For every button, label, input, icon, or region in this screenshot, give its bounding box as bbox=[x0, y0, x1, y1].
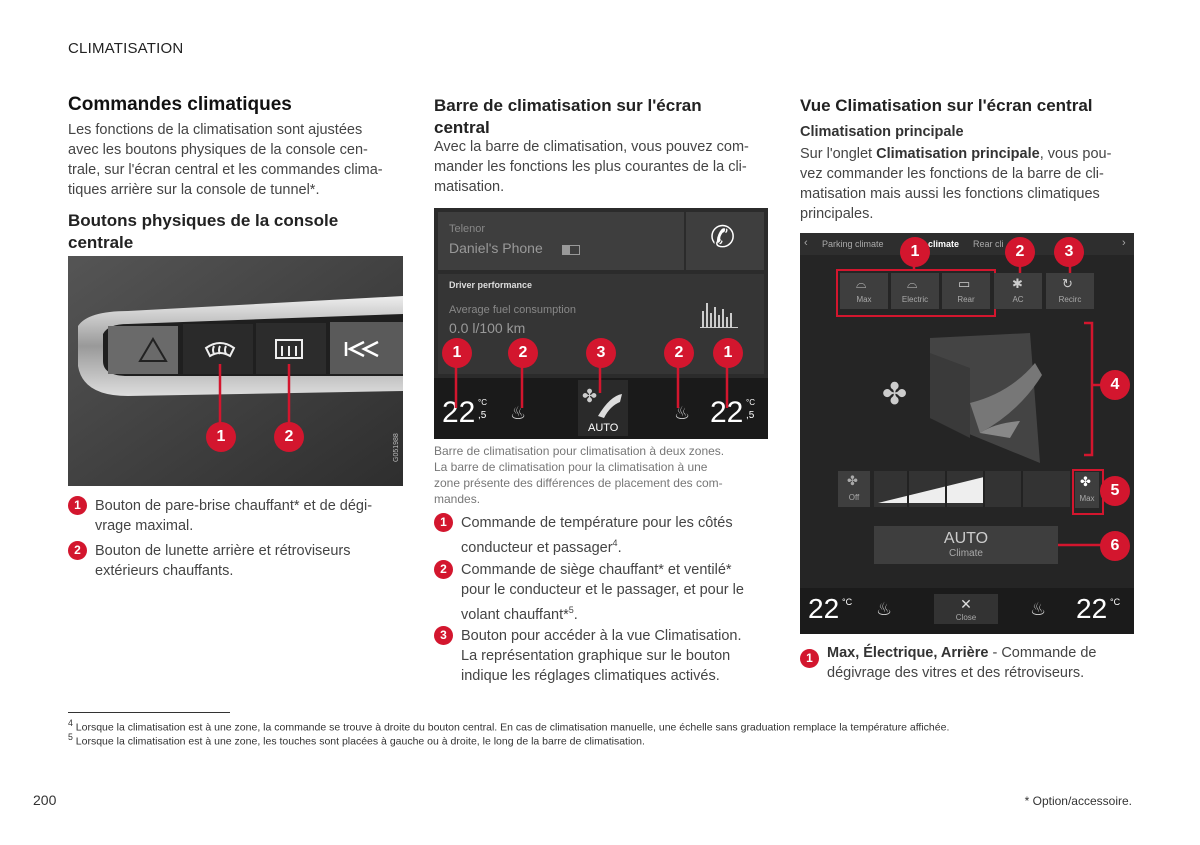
metric-label: Average fuel consumption bbox=[449, 304, 576, 316]
fan-off-icon: ✤ bbox=[847, 473, 858, 488]
figure-caption bbox=[434, 443, 774, 507]
item-bold: Max, Électrique, Arrière bbox=[827, 645, 989, 661]
temp-left[interactable]: 22 bbox=[442, 396, 476, 429]
button-label: Rear bbox=[957, 295, 975, 304]
ac-icon: ✱ bbox=[1012, 276, 1023, 291]
item-line: dégivrage des vitres et des rétroviseurs. bbox=[827, 665, 1085, 681]
operator-label: Telenor bbox=[449, 223, 486, 235]
item-rest: - Commande de bbox=[988, 645, 1097, 661]
button-label: Max bbox=[856, 295, 872, 304]
caption-line: zone présente des différences de placement des com- bbox=[434, 476, 723, 490]
item-text bbox=[461, 513, 733, 558]
item-line: extérieurs chauffants. bbox=[95, 563, 234, 579]
temp-half-right: ,5 bbox=[746, 410, 755, 421]
callout-3: 3 bbox=[586, 338, 616, 368]
col2-intro bbox=[434, 137, 774, 197]
callout-5: 5 bbox=[1100, 476, 1130, 506]
phone-name: Daniel's Phone bbox=[449, 240, 543, 256]
callout-leaders bbox=[800, 233, 1134, 634]
temp-right[interactable]: 22 bbox=[710, 396, 744, 429]
intro-line: tiques arrière sur la console de tunnel*. bbox=[68, 182, 320, 198]
tab-parking-climate[interactable]: Parking climate bbox=[822, 239, 884, 249]
console-illustration bbox=[68, 256, 403, 486]
intro-line: matisation. bbox=[434, 179, 505, 195]
intro-pre: Sur l'onglet bbox=[800, 146, 877, 162]
col2-title bbox=[434, 95, 702, 139]
intro-line bbox=[800, 144, 1140, 164]
callout-1: 1 bbox=[206, 422, 236, 452]
temp-unit-left: °C bbox=[478, 398, 487, 407]
item-line-end: . bbox=[573, 606, 578, 623]
callout-3: 3 bbox=[1054, 237, 1084, 267]
fan-icon: ✤ bbox=[582, 386, 598, 406]
item-line: Bouton de lunette arrière et rétroviseurs bbox=[95, 543, 351, 559]
col2-list-item bbox=[434, 513, 733, 558]
col1-subtitle bbox=[68, 210, 338, 254]
item-line: vrage maximal. bbox=[95, 518, 194, 534]
seat-heat-left-icon[interactable]: ♨ bbox=[876, 599, 893, 619]
phone-icon: ✆ bbox=[710, 221, 736, 254]
windshield-defrost-icon: ⌓ bbox=[856, 276, 867, 291]
close-label: Close bbox=[955, 613, 977, 622]
footer-note: * Option/accessoire. bbox=[1024, 794, 1132, 808]
callout-6: 6 bbox=[1100, 531, 1130, 561]
col1-intro bbox=[68, 120, 408, 200]
col3-intro bbox=[800, 144, 1140, 224]
col3-title: Vue Climatisation sur l'écran central bbox=[800, 96, 1093, 115]
button-label: Recirc bbox=[1058, 295, 1082, 304]
temp-half-left: ,5 bbox=[478, 410, 487, 421]
callout-leaders bbox=[434, 208, 768, 439]
item-line bbox=[461, 600, 744, 625]
item-number-badge: 2 bbox=[434, 560, 453, 579]
callout-2: 2 bbox=[508, 338, 538, 368]
item-number-badge: 2 bbox=[68, 541, 87, 560]
item-text bbox=[827, 643, 1096, 683]
intro-line: trale, sur l'écran central et les commandes clima- bbox=[68, 162, 383, 178]
fan-icon: ✤ bbox=[882, 378, 908, 411]
app-title: Driver performance bbox=[449, 280, 533, 290]
intro-line: Avec la barre de climatisation, vous pouvez com- bbox=[434, 139, 749, 155]
item-number-badge: 1 bbox=[434, 513, 453, 532]
item-line: Commande de température pour les côtés bbox=[461, 515, 733, 531]
page-number: 200 bbox=[33, 792, 57, 808]
tab-rear-climate[interactable]: Rear cli bbox=[973, 239, 1004, 249]
auto-label: AUTO bbox=[588, 422, 619, 434]
seat-heat-right-icon[interactable]: ♨ bbox=[674, 403, 691, 423]
item-line-text: volant chauffant* bbox=[461, 606, 569, 623]
tab-climate[interactable]: climate bbox=[928, 239, 960, 249]
console-buttons-photo bbox=[68, 256, 403, 486]
intro-line: matisation mais aussi les fonctions climatiques bbox=[800, 186, 1100, 202]
rear-window-defrost-icon: ▭ bbox=[958, 276, 971, 291]
title-line: Barre de climatisation sur l'écran bbox=[434, 96, 702, 115]
col2-list-item bbox=[434, 560, 744, 625]
item-number-badge: 1 bbox=[800, 649, 819, 668]
close-icon: ✕ bbox=[960, 596, 972, 612]
title-line: central bbox=[434, 118, 490, 137]
item-line: indique les réglages climatiques activés. bbox=[461, 668, 720, 684]
callout-1: 1 bbox=[442, 338, 472, 368]
climate-bar-screen bbox=[434, 208, 768, 439]
temp-unit-left: °C bbox=[842, 597, 853, 607]
intro-line: avec les boutons physiques de la console cen- bbox=[68, 142, 368, 158]
intro-line: vez commander les fonctions de la barre de cli- bbox=[800, 166, 1104, 182]
item-line-end: . bbox=[617, 539, 622, 556]
temp-left[interactable]: 22 bbox=[808, 593, 840, 624]
footnote-5 bbox=[68, 732, 645, 748]
subtitle-line: Boutons physiques de la console bbox=[68, 211, 339, 230]
col2-list-item bbox=[434, 626, 742, 686]
item-text bbox=[461, 560, 744, 625]
auto-label: AUTO bbox=[943, 530, 989, 547]
footnote-number: 4 bbox=[68, 718, 73, 728]
item-number-badge: 3 bbox=[434, 626, 453, 645]
callout-4: 4 bbox=[1100, 370, 1130, 400]
intro-line: principales. bbox=[800, 206, 874, 222]
col1-list-item bbox=[68, 496, 372, 536]
seat-heat-left-icon[interactable]: ♨ bbox=[510, 403, 527, 423]
footnote-number: 5 bbox=[68, 732, 73, 742]
caption-line: mandes. bbox=[434, 492, 481, 506]
item-line bbox=[461, 533, 733, 558]
figure-code: G051988 bbox=[393, 433, 400, 462]
intro-line: Les fonctions de la climatisation sont ajustées bbox=[68, 122, 363, 138]
climate-view-screen bbox=[800, 233, 1134, 634]
metric-value: 0.0 l/100 km bbox=[449, 320, 526, 336]
recirc-icon: ↻ bbox=[1062, 276, 1073, 291]
callout-2: 2 bbox=[664, 338, 694, 368]
callout-1: 1 bbox=[713, 338, 743, 368]
col1-title: Commandes climatiques bbox=[68, 94, 292, 115]
footnote-text: Lorsque la climatisation est à une zone, les touches sont placées à gauche ou à droite, le long de la barre de climatisation. bbox=[75, 735, 645, 748]
fan-max-label: Max bbox=[1079, 494, 1095, 503]
subtitle-line: centrale bbox=[68, 233, 134, 252]
col3-subtitle: Climatisation principale bbox=[800, 124, 964, 140]
caption-line: La barre de climatisation pour la climatisation à une bbox=[434, 460, 708, 474]
fan-off-label: Off bbox=[848, 493, 860, 502]
temp-unit-right: °C bbox=[746, 398, 755, 407]
callout-1: 1 bbox=[900, 237, 930, 267]
footnote-text: Lorsque la climatisation est à une zone, la commande se trouve à droite du bouton central. En cas de climatisation manuelle, une échelle sans graduation remplace la température affichée. bbox=[75, 721, 950, 734]
callout-2: 2 bbox=[274, 422, 304, 452]
intro-post: , vous pou- bbox=[1039, 146, 1112, 162]
col3-list-item bbox=[800, 643, 1096, 683]
caption-line: Barre de climatisation pour climatisation à deux zones. bbox=[434, 444, 725, 458]
tab-prev-icon[interactable]: ‹ bbox=[804, 237, 808, 249]
button-label: AC bbox=[1012, 295, 1024, 304]
footnote-ref[interactable]: 4 bbox=[612, 538, 618, 548]
item-line: pour le conducteur et le passager, et pour le bbox=[461, 582, 744, 598]
section-header: CLIMATISATION bbox=[68, 40, 184, 57]
intro-bold: Climatisation principale bbox=[876, 146, 1040, 162]
temp-unit-right: °C bbox=[1110, 597, 1121, 607]
item-line-text: conducteur et passager bbox=[461, 539, 613, 556]
item-line: Bouton pour accéder à la vue Climatisation. bbox=[461, 628, 742, 644]
seat-heat-right-icon[interactable]: ♨ bbox=[1030, 599, 1047, 619]
item-text bbox=[461, 626, 742, 686]
item-line: Commande de siège chauffant* et ventilé* bbox=[461, 562, 732, 578]
footnote-divider bbox=[68, 712, 230, 713]
intro-line: mander les fonctions les plus courantes de la cli- bbox=[434, 159, 747, 175]
temp-right[interactable]: 22 bbox=[1076, 593, 1108, 624]
footnote-ref[interactable]: 5 bbox=[568, 605, 574, 615]
callout-2: 2 bbox=[1005, 237, 1035, 267]
auto-sub-label: Climate bbox=[949, 548, 983, 559]
item-text bbox=[95, 496, 372, 536]
col1-list-item bbox=[68, 541, 351, 581]
item-line: Bouton de pare-brise chauffant* et de dégi- bbox=[95, 498, 373, 514]
button-label: Electric bbox=[901, 295, 929, 304]
item-line: La représentation graphique sur le bouton bbox=[461, 648, 731, 664]
item-number-badge: 1 bbox=[68, 496, 87, 515]
tab-next-icon[interactable]: › bbox=[1122, 237, 1126, 249]
item-text bbox=[95, 541, 351, 581]
fan-max-icon: ✤ bbox=[1080, 474, 1091, 489]
electric-windshield-icon: ⌓ bbox=[907, 276, 918, 291]
item-line bbox=[827, 643, 1096, 663]
